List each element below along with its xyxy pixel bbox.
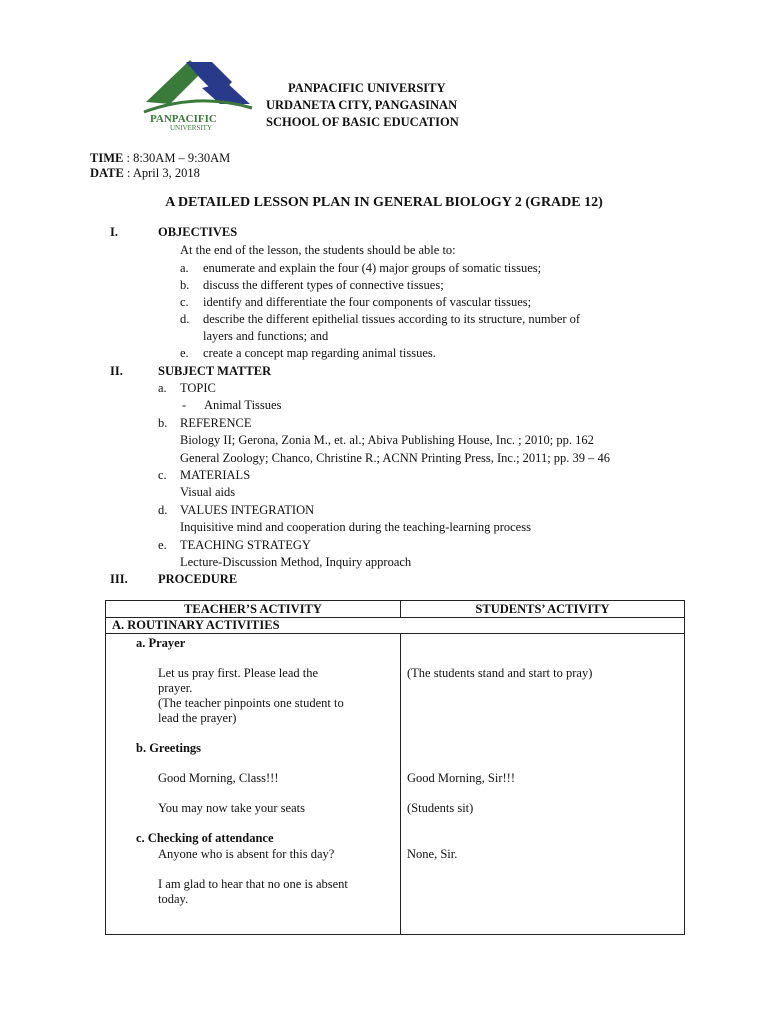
greetings-student: Good Morning, Sir!!!	[407, 771, 515, 785]
objective-item: create a concept map regarding animal tissues.	[203, 346, 436, 360]
seat-student: (Students sit)	[407, 801, 474, 815]
attendance-label: c. Checking of attendance	[136, 831, 274, 845]
objective-item: layers and functions; and	[203, 329, 329, 343]
subject-letter: a.	[158, 381, 167, 395]
subject-number: II.	[110, 364, 123, 378]
objective-item: discuss the different types of connective tissues;	[203, 278, 444, 292]
subject-line: Biology II; Gerona, Zonia M., et. al.; Abiva Publishing House, Inc. ; 2010; pp. 162	[180, 433, 594, 448]
objectives-intro: At the end of the lesson, the students should be able to:	[180, 243, 456, 257]
objective-letter: a.	[180, 261, 189, 275]
objective-letter: b.	[180, 278, 190, 292]
subject-line: REFERENCE	[180, 415, 252, 430]
seat-teacher: You may now take your seats	[158, 801, 305, 815]
school-dept: SCHOOL OF BASIC EDUCATION	[266, 115, 459, 129]
logo-text: PANPACIFIC	[150, 113, 217, 125]
subject-line: MATERIALS	[180, 468, 251, 482]
attendance-teacher-line1: Anyone who is absent for this day?	[158, 847, 335, 861]
date-label: DATE	[90, 166, 124, 180]
document-title: A DETAILED LESSON PLAN IN GENERAL BIOLOGY 2 (GRADE 12)	[165, 195, 603, 210]
subject-heading: SUBJECT MATTER	[158, 364, 272, 378]
university-logo	[140, 52, 256, 132]
objective-letter: e.	[180, 346, 189, 360]
school-city: URDANETA CITY, PANGASINAN	[266, 98, 458, 112]
students-activity-header: STUDENTS’ ACTIVITY	[401, 601, 685, 618]
school-header	[266, 80, 459, 131]
objective-item: describe the different epithelial tissues according to its structure, number of	[203, 312, 581, 326]
objective-letter: c.	[180, 295, 189, 309]
prayer-student: (The students stand and start to pray)	[407, 666, 593, 680]
subject-line: TEACHING STRATEGY	[180, 537, 311, 552]
subject-letter: b.	[158, 415, 168, 430]
prayer-teacher-line4: lead the prayer)	[158, 711, 237, 725]
subject-line: General Zoology; Chanco, Christine R.; ACNN Printing Press, Inc.; 2011; pp. 39 – 46	[180, 450, 611, 465]
subject-letter: d.	[158, 502, 168, 517]
subject-line: Inquisitive mind and cooperation during the teaching-learning process	[180, 520, 531, 535]
procedure-heading: PROCEDURE	[158, 572, 238, 586]
attendance-student: None, Sir.	[407, 847, 458, 861]
time-value: : 8:30AM – 9:30AM	[123, 151, 231, 165]
lesson-meta	[90, 151, 230, 181]
school-name: PANPACIFIC UNIVERSITY	[288, 81, 446, 95]
attendance-teacher-line3: today.	[158, 892, 189, 906]
prayer-teacher-line1: Let us pray first. Please lead the	[158, 666, 319, 680]
objectives-heading: OBJECTIVES	[158, 225, 238, 239]
activity-table	[105, 600, 685, 935]
routinary-activities-row: A. ROUTINARY ACTIVITIES	[106, 618, 685, 634]
date-value: : April 3, 2018	[123, 166, 200, 180]
prayer-label: a. Prayer	[136, 636, 186, 650]
objective-item: enumerate and explain the four (4) major groups of somatic tissues;	[203, 261, 542, 275]
subject-line: Lecture-Discussion Method, Inquiry approach	[180, 555, 412, 569]
teacher-activity-header: TEACHER’S ACTIVITY	[106, 601, 401, 618]
subject-letter: -	[182, 398, 187, 413]
attendance-teacher-line2: I am glad to hear that no one is absent	[158, 877, 348, 891]
subject-letter: c.	[158, 468, 167, 482]
time-label: TIME	[90, 151, 124, 165]
objective-item: identify and differentiate the four components of vascular tissues;	[203, 295, 532, 309]
prayer-teacher-line2: prayer.	[158, 681, 193, 695]
subject-line: VALUES INTEGRATION	[180, 502, 315, 517]
procedure-number: III.	[110, 572, 128, 586]
objective-letter: d.	[180, 312, 190, 326]
subject-letter: e.	[158, 537, 167, 552]
logo-subtext: UNIVERSITY	[170, 124, 212, 132]
subject-line: Visual aids	[180, 485, 236, 500]
greetings-teacher: Good Morning, Class!!!	[158, 771, 279, 785]
prayer-teacher-line3: (The teacher pinpoints one student to	[158, 696, 344, 710]
students-activity-cell	[401, 634, 685, 935]
subject-line: Animal Tissues	[204, 398, 282, 413]
greetings-label: b. Greetings	[136, 741, 202, 755]
objectives-number: I.	[110, 225, 118, 239]
teacher-activity-cell	[106, 634, 401, 935]
subject-line: TOPIC	[180, 381, 216, 395]
